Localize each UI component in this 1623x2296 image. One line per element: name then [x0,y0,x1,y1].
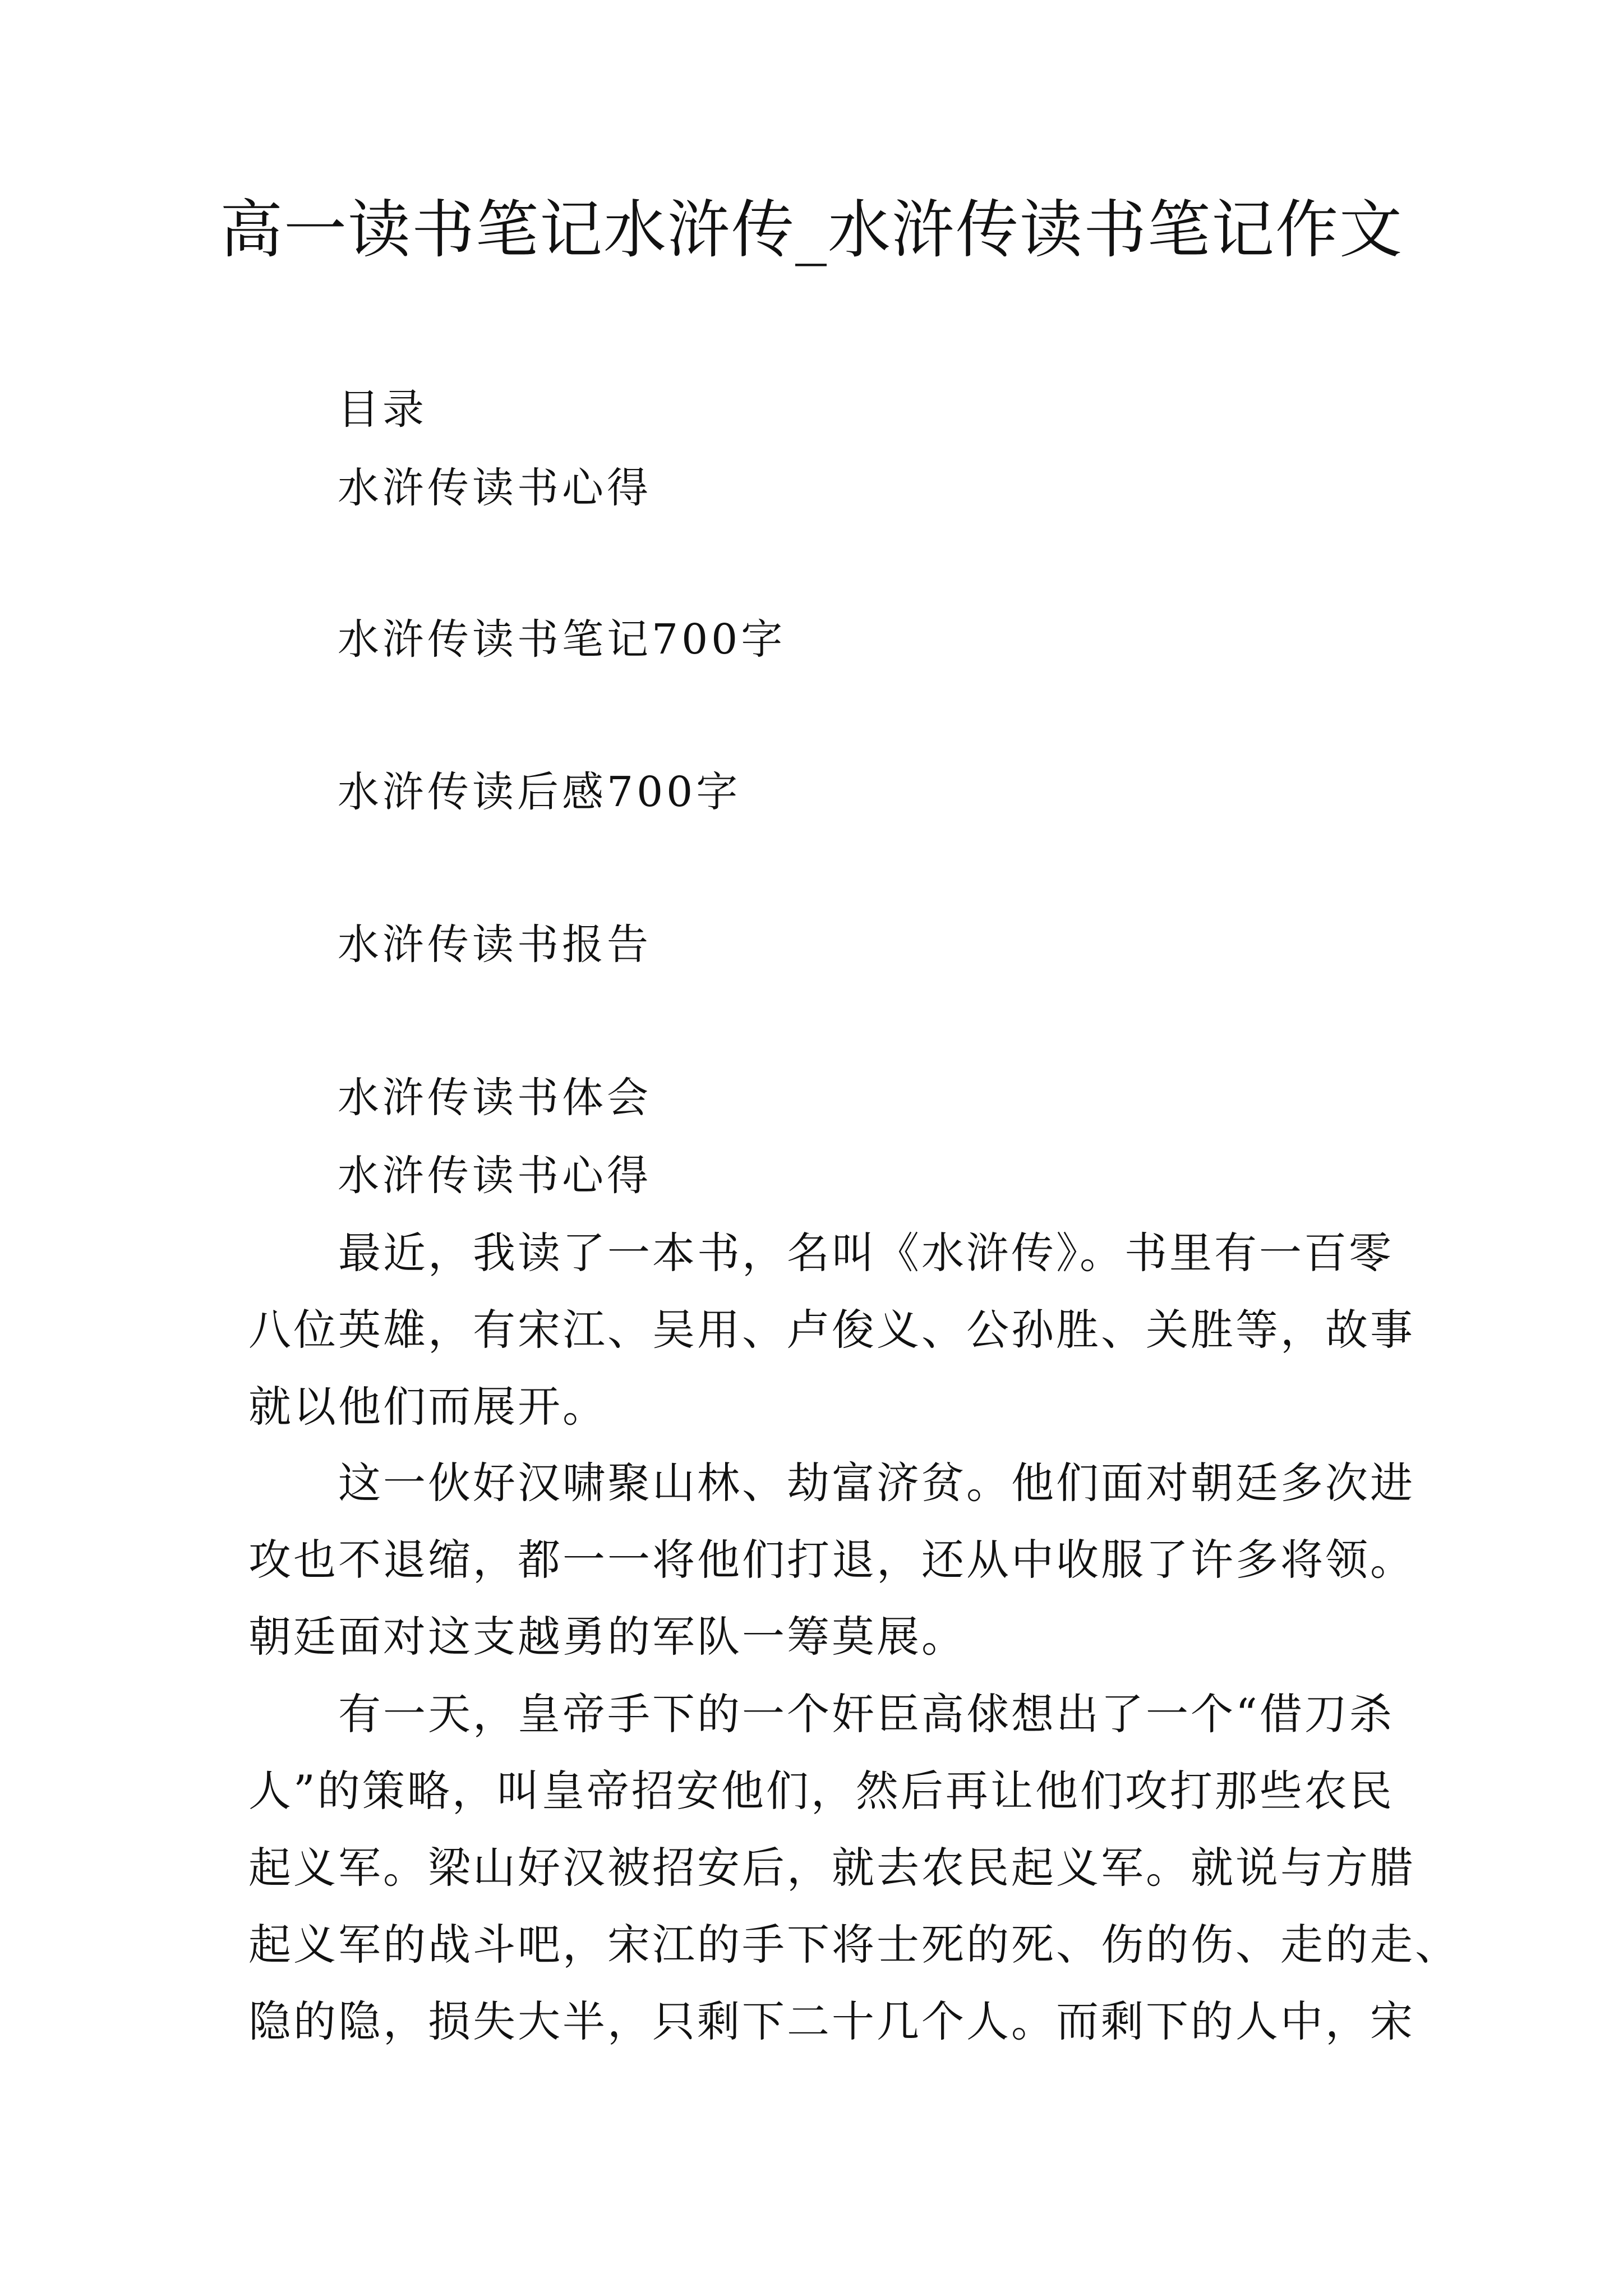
toc-item: 水浒传读书报告 [338,921,652,969]
document-title: 高一读书笔记水浒传_水浒传读书笔记作文 [220,194,1403,266]
paragraph-line: 攻也不退缩，都一一将他们打退，还从中收服了许多将领。 [248,1535,1415,1585]
toc-item: 水浒传读书心得 [338,464,652,512]
section-heading: 水浒传读书心得 [338,1152,652,1200]
paragraph-line: 起义军。梁山好汉被招安后，就去农民起义军。就说与方腊 [248,1843,1415,1893]
paragraph-line: 朝廷面对这支越勇的军队一筹莫展。 [248,1612,966,1662]
paragraph-line: 起义军的战斗吧，宋江的手下将士死的死、伤的伤、走的走、 [248,1920,1460,1970]
paragraph [248,1444,1415,1675]
paragraph-line: 隐的隐，损失大半，只剩下二十几个人。而剩下的人中，宋 [248,1996,1415,2046]
paragraph [248,1214,1415,1445]
paragraph-line: 最近，我读了一本书，名叫《水浒传》。书里有一百零 [338,1228,1394,1278]
paragraph [248,1676,1460,2060]
paragraph-line: 八位英雄，有宋江、吴用、卢俊义、公孙胜、关胜等，故事 [248,1305,1415,1355]
toc-item: 水浒传读后感700字 [338,768,741,816]
toc-item: 水浒传读书笔记700字 [338,615,786,664]
paragraph-line: 这一伙好汉啸聚山林、劫富济贫。他们面对朝廷多次进 [338,1458,1415,1508]
paragraph-line: 有一天，皇帝手下的一个奸臣高俅想出了一个“借刀杀 [338,1689,1394,1739]
paragraph-line: 就以他们而展开。 [248,1382,607,1432]
toc-heading: 目录 [338,385,427,434]
toc-item: 水浒传读书体会 [338,1074,652,1122]
paragraph-line: 人”的策略，叫皇帝招安他们，然后再让他们攻打那些农民 [248,1766,1394,1816]
